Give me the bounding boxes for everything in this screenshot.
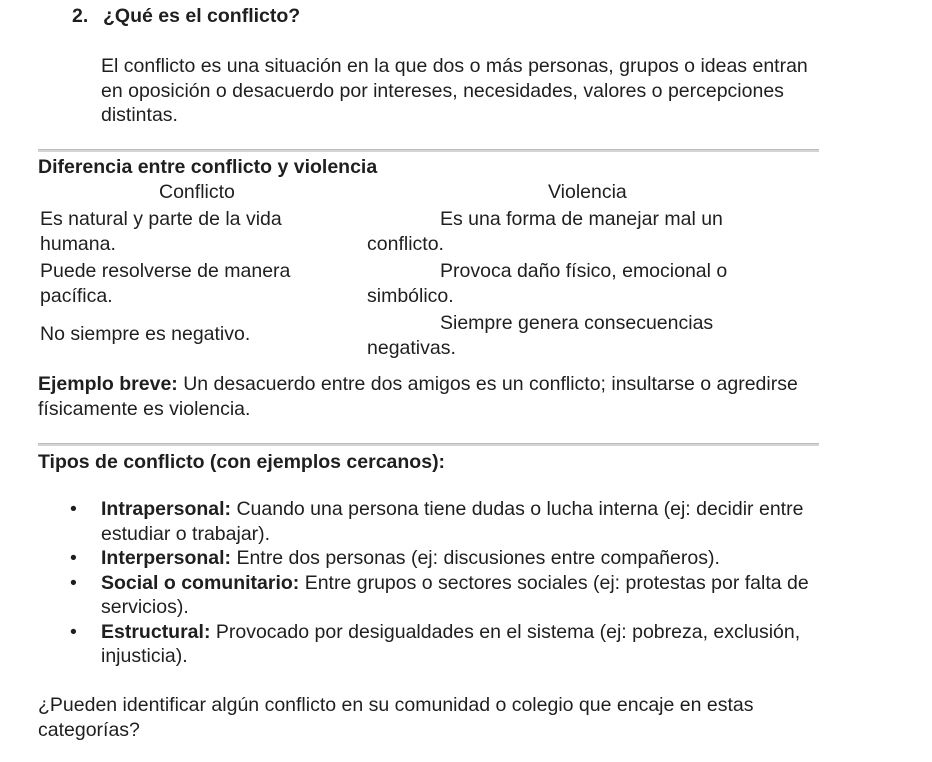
table-cell: Es natural y parte de la vida humana.: [40, 208, 282, 255]
table-cell: Siempre genera consecuencias negativas.: [367, 312, 714, 359]
table-cell: Es una forma de manejar mal un conflicto.: [367, 208, 723, 255]
example-label: Ejemplo breve:: [38, 373, 178, 395]
list-item: • Social o comunitario: Entre grupos o sectores sociales (ej: protestas por falta de servicios).: [70, 571, 809, 618]
bullet-icon: •: [70, 498, 77, 520]
example-text: Un desacuerdo entre dos amigos es un conflicto; insultarse o agredirse físicamente es violencia.: [38, 373, 798, 420]
divider: [38, 149, 819, 152]
divider: [38, 443, 819, 446]
closing-question: ¿Pueden identificar algún conflicto en su comunidad o colegio que encaje en estas categorías?: [38, 694, 754, 741]
bullet-icon: •: [70, 547, 77, 569]
table-cell: No siempre es negativo.: [40, 323, 251, 345]
column-header-violencia: Violencia: [548, 181, 627, 203]
list-item: • Estructural: Provocado por desigualdades en el sistema (ej: pobreza, exclusión, injusticia).: [70, 620, 801, 667]
comparison-title: Diferencia entre conflicto y violencia: [38, 156, 378, 178]
list-item: • Intrapersonal: Cuando una persona tiene dudas o lucha interna (ej: decidir entre estudiar o trabajar).: [70, 498, 804, 545]
column-header-conflicto: Conflicto: [159, 181, 235, 203]
page-title: ¿Qué es el conflicto?: [103, 5, 301, 27]
types-list: [70, 497, 810, 669]
list-item: • Interpersonal: Entre dos personas (ej: discusiones entre compañeros).: [70, 547, 720, 569]
bullet-icon: •: [70, 571, 77, 594]
example-paragraph: [38, 372, 798, 421]
bullet-icon: •: [70, 620, 77, 643]
types-title: Tipos de conflicto (con ejemplos cercanos):: [38, 451, 446, 473]
definition-paragraph: El conflicto es una situación en la que dos o más personas, grupos o ideas entran en oposición o desacuerdo por intereses, necesidades, valores o percepciones distintas.: [101, 55, 808, 126]
table-cell: Provoca daño físico, emocional o simbólico.: [367, 260, 728, 307]
table-cell: Puede resolverse de manera pacífica.: [40, 260, 291, 307]
heading-number: 2.: [72, 5, 89, 27]
